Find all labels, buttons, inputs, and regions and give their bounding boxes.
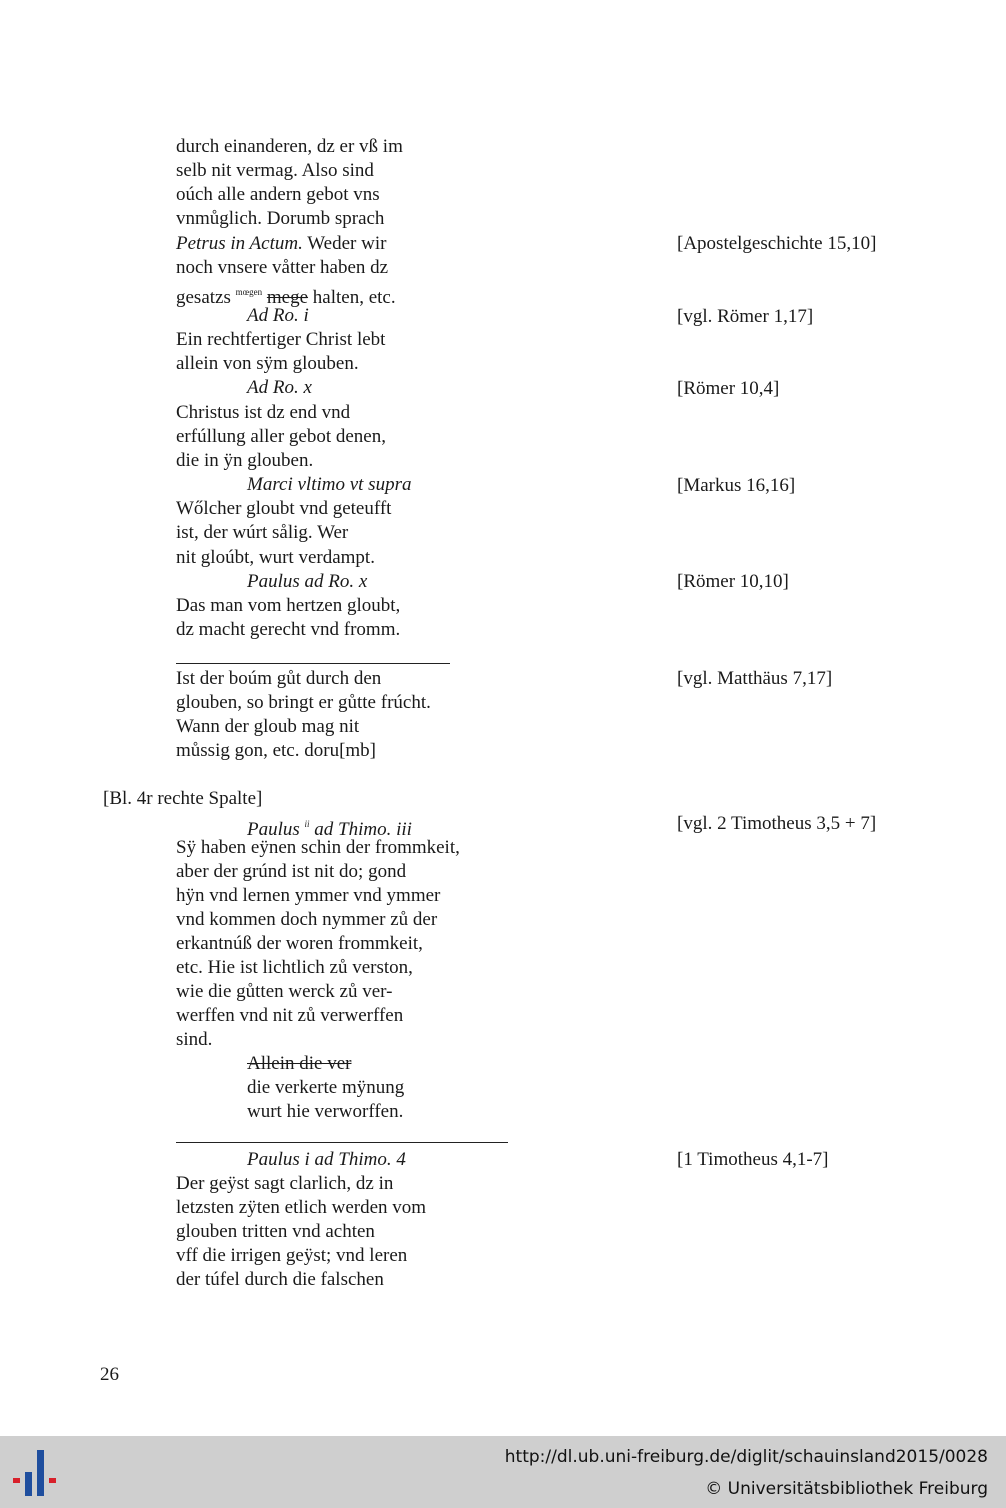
text-line: durch einanderen, dz er vß im	[176, 136, 403, 157]
bible-reference: [Römer 10,4]	[677, 378, 780, 399]
text-line: Christus ist dz end vnd	[176, 402, 351, 423]
text-line: die in ÿn glouben.	[176, 450, 314, 471]
text-span: ad Thimo. iii	[309, 819, 412, 840]
page-number: 26	[100, 1364, 119, 1385]
text-line: noch vnsere våtter haben dz	[176, 257, 389, 278]
citation-heading: Ad Ro. i	[247, 305, 309, 326]
text-line: der túfel durch die falschen	[176, 1269, 384, 1290]
text-line: Ist der boúm gůt durch den	[176, 668, 382, 689]
citation-heading: Marci vltimo vt supra	[247, 474, 412, 495]
superscript-numeral: ii	[304, 819, 310, 829]
text-line: vnmůglich. Dorumb sprach	[176, 208, 385, 229]
text-line: vff die irrigen geÿst; vnd leren	[176, 1245, 408, 1266]
text-line: allein von sÿm glouben.	[176, 353, 359, 374]
text-line: vnd kommen doch nymmer zů der	[176, 909, 438, 930]
text-span: Weder wir	[302, 233, 387, 254]
text-line: sind.	[176, 1029, 213, 1050]
citation-heading: Ad Ro. x	[247, 377, 312, 398]
copyright-notice: © Universitätsbibliothek Freiburg	[705, 1479, 988, 1499]
text-line: die verkerte mÿnung	[247, 1077, 405, 1098]
text-span: gesatzs	[176, 287, 236, 308]
bible-reference: [vgl. 2 Timotheus 3,5 + 7]	[677, 813, 877, 834]
text-line: Das man vom hertzen gloubt,	[176, 595, 401, 616]
text-line: erfúllung aller gebot denen,	[176, 426, 386, 447]
text-line: aber der grúnd ist nit do; gond	[176, 861, 407, 882]
text-line: erkantnúß der woren frommkeit,	[176, 933, 423, 954]
bible-reference: [Römer 10,10]	[677, 571, 789, 592]
ub-freiburg-logo-icon	[10, 1448, 62, 1498]
text-line: werffen vnd nit zů verwerffen	[176, 1005, 404, 1026]
citation-heading: Paulus ad Ro. x	[247, 571, 368, 592]
text-line: selb nit vermag. Also sind	[176, 160, 374, 181]
citation-italic: Petrus in Actum.	[176, 233, 303, 254]
superscript-correction: mœgen	[235, 287, 263, 297]
text-line: glouben tritten vnd achten	[176, 1221, 375, 1242]
bible-reference: [1 Timotheus 4,1-7]	[677, 1149, 829, 1170]
column-marker: [Bl. 4r rechte Spalte]	[103, 788, 263, 809]
text-span: halten, etc.	[308, 287, 396, 308]
text-line: nit gloúbt, wurt verdampt.	[176, 547, 375, 568]
bible-reference: [vgl. Römer 1,17]	[677, 306, 814, 327]
text-line: Ein rechtfertiger Christ lebt	[176, 329, 386, 350]
citation-heading: Paulus i ad Thimo. 4	[247, 1149, 406, 1170]
text-line: dz macht gerecht vnd fromm.	[176, 619, 401, 640]
separator-rule	[176, 663, 450, 664]
text-line: letzsten zÿten etlich werden vom	[176, 1197, 427, 1218]
permalink-url[interactable]: http://dl.ub.uni-freiburg.de/diglit/schauinsland2015/0028	[504, 1447, 988, 1467]
text-line: wie die gůtten werck zů ver-	[176, 981, 393, 1002]
bible-reference: [Markus 16,16]	[677, 475, 796, 496]
text-line: hÿn vnd lernen ymmer vnd ymmer	[176, 885, 441, 906]
text-line: glouben, so bringt er gůtte frúcht.	[176, 692, 431, 713]
text-line: ist, der wúrt sålig. Wer	[176, 522, 349, 543]
text-line: můssig gon, etc. doru[mb]	[176, 740, 377, 761]
bible-reference: [vgl. Matthäus 7,17]	[677, 668, 833, 689]
text-line: Sÿ haben eÿnen schin der frommkeit,	[176, 837, 460, 858]
text-line: oúch alle andern gebot vns	[176, 184, 380, 205]
text-line: Der geÿst sagt clarlich, dz in	[176, 1173, 394, 1194]
struck-line: Allein die ver	[247, 1053, 352, 1074]
text-line: Wann der gloub mag nit	[176, 716, 360, 737]
text-line: etc. Hie ist lichtlich zů verston,	[176, 957, 413, 978]
struck-word: mege	[266, 287, 309, 308]
separator-rule	[176, 1142, 508, 1143]
text-line	[176, 232, 386, 256]
viewer-footer	[0, 1436, 1006, 1508]
text-line: wurt hie verworffen.	[247, 1101, 404, 1122]
bible-reference: [Apostelgeschichte 15,10]	[677, 233, 877, 254]
text-span: Paulus	[247, 819, 305, 840]
text-line: Wőlcher gloubt vnd geteufft	[176, 498, 392, 519]
